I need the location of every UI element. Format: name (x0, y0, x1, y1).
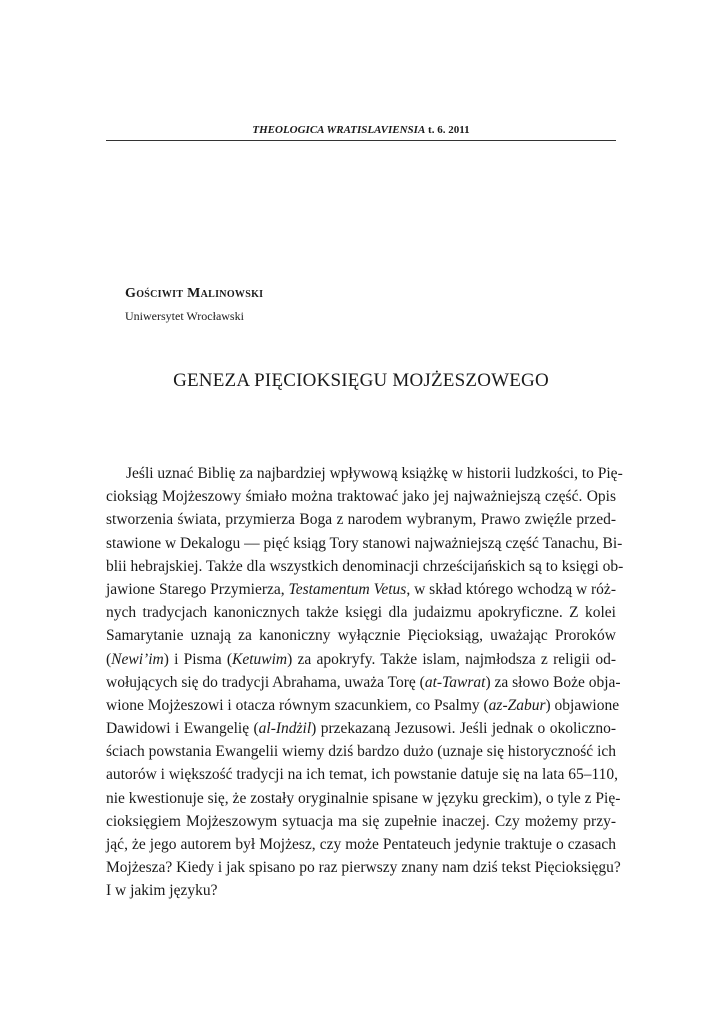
body-line (106, 648, 616, 671)
body-line: jąć, że jego autorem był Mojżesz, czy może Pentateuch jedynie traktuje o czasach (106, 836, 616, 853)
italic-term: Ketuwim (232, 650, 288, 668)
italic-term: Testamentum Vetus (288, 580, 407, 598)
body-line: Samarytanie uznają za kanoniczny wyłącznie Pięcioksiąg, uważając Proroków (106, 627, 616, 645)
body-text-run: ) za słowo Boże obja- (485, 673, 621, 691)
body-text-run: ) za apokryfy. Także islam, najmłodsza z religii od- (287, 650, 616, 668)
body-paragraph (106, 462, 624, 903)
body-text-run: ) objawione (545, 696, 620, 714)
journal-name: THEOLOGICA WRATISLAVIENSIA (252, 124, 426, 136)
body-line (106, 694, 620, 717)
italic-term: Newi’im (111, 650, 164, 668)
body-text-run: wołujących się do tradycji Abrahama, uważa Torę ( (106, 673, 425, 691)
body-text-run: ) i Pisma ( (163, 650, 232, 668)
body-text-run: wione Mojżeszowi i otacza równym szacunkiem, co Psalmy ( (106, 696, 489, 714)
body-text-run: , w skład którego wchodzą w róż- (406, 580, 616, 598)
body-line (106, 671, 621, 694)
italic-term: al-Indżil (258, 720, 312, 738)
body-text-run: ) przekazaną Jezusowi. Jeśli jednak o okoliczno- (311, 720, 616, 738)
body-line: cioksięgiem Mojżeszowym sytuacja ma się zupełnie inaczej. Czy możemy przy- (106, 812, 616, 830)
author-affiliation: Uniwersytet Wrocławski (125, 309, 244, 323)
article-title: GENEZA PIĘCIOKSIĘGU MOJŻESZOWEGO (173, 370, 549, 391)
body-line: stworzenia świata, przymierza Boga z narodem wybranym, Prawo zwięźle przed- (106, 511, 616, 529)
body-line: I w jakim języku? (106, 882, 218, 900)
body-line (106, 578, 616, 601)
running-head (106, 124, 616, 137)
header-rule (106, 140, 616, 141)
body-text-run: ( (106, 650, 112, 668)
body-line: ściach powstania Ewangelii wiemy dziś bardzo dużo (uznaje się historyczność ich (106, 743, 616, 761)
body-line (106, 717, 616, 740)
body-line: cioksiąg Mojżeszowy śmiało można traktować jako jej najważniejszą część. Opis (106, 488, 616, 506)
body-line: nie kwestionuje się, że zostały oryginalnie spisane w języku greckim), o tyle z Pię- (106, 789, 621, 807)
author-name: Gościwit Malinowski (125, 286, 264, 301)
body-line: blii hebrajskiej. Także dla wszystkich denominacji chrześcijańskich są to księgi ob- (106, 557, 624, 575)
body-line: stawione w Dekalogu — pięć ksiąg Tory stanowi najważniejszą część Tanachu, Bi- (106, 534, 623, 552)
italic-term: at-Tawrat (424, 673, 486, 691)
body-text-run: Dawidowi i Ewangelię ( (106, 720, 259, 738)
body-line: Jeśli uznać Biblię za najbardziej wpływową książkę w historii ludzkości, to Pię- (126, 465, 623, 482)
journal-volume: t. 6. 2011 (428, 124, 470, 136)
body-line: Mojżesza? Kiedy i jak spisano po raz pierwszy znany nam dziś tekst Pięcioksięgu? (106, 859, 621, 877)
body-line: nych tradycjach kanonicznych także księgi dla judaizmu apokryficzne. Z kolei (106, 604, 616, 622)
italic-term: az-Zabur (488, 696, 546, 714)
body-text-run: jawione Starego Przymierza, (106, 580, 289, 598)
body-line: autorów i większość tradycji na ich temat, ich powstanie datuje się na lata 65–110, (106, 766, 619, 784)
